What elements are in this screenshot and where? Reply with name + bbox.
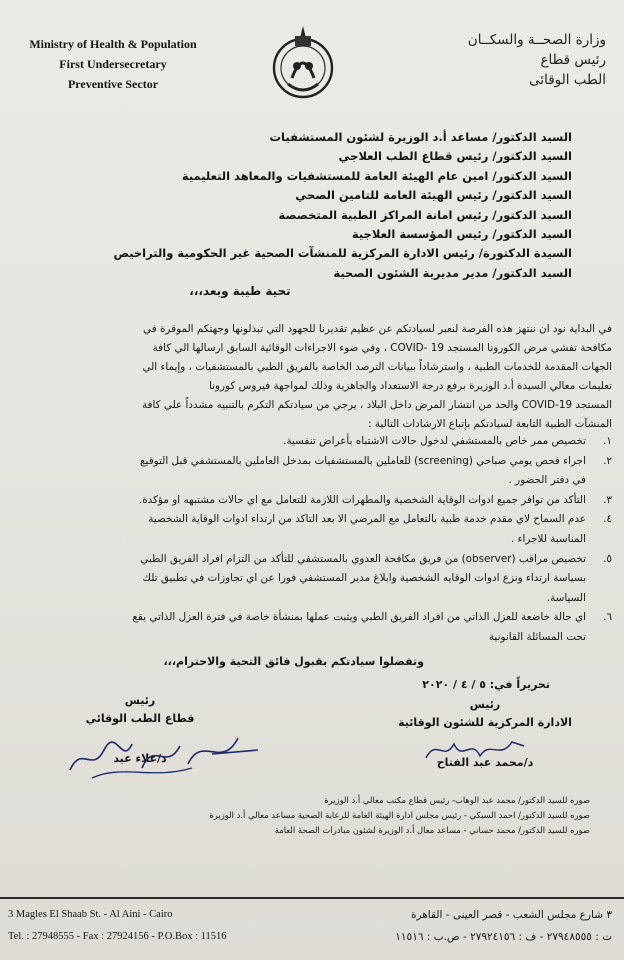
copy-line: صوره للسيد الدكتور/ محمد عبد الوهاب- رئيس قطاع مكتب معالي أ.د الوزيرة <box>324 795 590 805</box>
instruction-item <box>52 452 612 491</box>
contact-ar: ت : ٢٧٩٤٨٥٥٥ - ف : ٢٧٩٢٤١٥٦ - ص.ب : ١١٥١٦ <box>395 931 612 943</box>
sector-name-ar: الطب الوقائى <box>529 72 606 88</box>
handwritten-signature-right <box>420 732 530 766</box>
recipient-line: السيد الدكتور/ رئيس قطاع الطب العلاجي <box>338 149 572 164</box>
ministry-name-en: Ministry of Health & Population <box>29 37 197 51</box>
body-line: في البداية نود ان ننتهز هذه الفرصة لنعبر لسيادتكم عن عظيم تقديرنا للجهود التي تبذلونها وجهتكم الموقرة في <box>143 323 612 335</box>
item-number: ٥. <box>603 552 612 565</box>
address-en: 3 Magles El Shaab St. - Al Aini - Cairo <box>8 909 173 920</box>
item-number: ٤. <box>603 513 612 526</box>
contact-en: Tel. : 27948555 - Fax : 27924156 - P.O.Box : 11516 <box>8 931 227 942</box>
sector-name-en: Preventive Sector <box>67 77 159 91</box>
office-name-en: First Undersecretary <box>59 57 167 71</box>
office-name-ar: رئيس قطاع <box>540 52 606 68</box>
item-number: ١. <box>603 435 612 447</box>
instruction-item <box>52 432 612 452</box>
handwritten-signature-left <box>62 724 262 782</box>
signatory-department: قطاع الطب الوقائي <box>85 712 195 725</box>
item-text: السياسة. <box>546 591 586 604</box>
signatory-name: د/محمد عبد الفتاح <box>436 756 534 769</box>
recipient-line: السيد الدكتور/ رئيس المؤسسة العلاجية <box>351 227 572 242</box>
recipient-line: السيد الدكتور/ مدير مديرية الشئون الصحية <box>333 265 572 280</box>
item-text: المناسبة للاجراء . <box>511 532 586 545</box>
item-text: اي حالة خاضعة للعزل الذاتي من افراد الفريق الطبي ويثبت عملها بمنشأة خاصة في فترة العزل الذاتي يقع <box>132 611 586 624</box>
item-text: تخصيص مراقب (observer) من فريق مكافحة العدوي بالمستشفي للتأكد من التزام افراد الفريق الطبي <box>140 552 586 565</box>
item-text: في دفتر الحضور . <box>508 474 586 487</box>
letterhead-english <box>8 34 218 94</box>
greeting: تحية طيبة وبعد،،، <box>189 284 291 298</box>
instructions-list <box>52 432 612 648</box>
body-line: المستجد COVID-19 والحد من انتشار المرض داخل البلاد ، يرجي من سيادتكم التكرم بالتنبيه مشدداً علي كافة <box>141 399 612 411</box>
body-paragraph <box>52 320 612 434</box>
item-text: بسياسة ارتداء ونزع ادوات الوقايه الشخصية وابلاغ مدير المستشفي فورا عن اي تجاوزات في تطبيق تلك <box>142 572 586 585</box>
item-text: تحت المسائلة القانونية <box>488 630 586 643</box>
body-line: تعليمات معالي السيدة أ.د الوزيرة برفع درجة الاستعداد والجاهزية وذلك لمواجهة فيروس كورونا <box>208 380 612 392</box>
instruction-item <box>52 510 612 549</box>
signatory-department: الادارة المركزية للشئون الوقائية <box>398 716 572 729</box>
item-number: ٣. <box>603 493 612 506</box>
copy-line: صوره للسيد الدكتور/ محمد حساني - مساعد معال أ.د الوزيرة لشئون مبادرات الصحة العامة <box>274 825 590 835</box>
signatory-title: رئيس <box>124 694 156 707</box>
item-text: اجراء فحص يومي صباحي (screening) للعاملين بالمستشفيات بمدخل العاملين بالمستشفي قبل التوقيع <box>140 454 586 467</box>
address-ar: ٣ شارع مجلس الشعب - قصر العينى - القاهرة <box>410 909 612 921</box>
signatory-title: رئيس <box>469 698 501 711</box>
instruction-item <box>52 491 612 511</box>
instruction-item <box>52 608 612 647</box>
recipient-line: السيد الدكتور/ امين عام الهيئة العامة للمستشفيات والمعاهد التعليمية <box>181 168 572 183</box>
letterhead-arabic <box>396 30 606 90</box>
recipient-line: السيد الدكتور/ رئيس امانة المراكز الطبية المتخصصة <box>278 207 572 222</box>
instruction-item <box>52 550 612 609</box>
closing-line: وتفضلوا سيادتكم بقبول فائق التحية والاحترام،،، <box>163 655 424 668</box>
recipient-line: السيد الدكتور/ مساعد أ.د الوزيرة لشئون المستشفيات <box>269 130 572 144</box>
date-line: تحريراً في: ٥ / ٤ / ٢٠٢٠ <box>422 678 550 691</box>
recipients-list <box>52 128 572 283</box>
copy-line: صوره للسيد الدكتور/ احمد السبكي - رئيس مجلس ادارة الهيئة العامة للرعاية الصحية مساعد معالي أ.د الوزيرة <box>209 810 590 820</box>
item-text: تخصيص ممر خاص بالمستشفي لدخول حالات الاشتباه بأعراض تنفسية. <box>283 435 586 447</box>
body-line: المنشآت الطبية التابعة لسيادتكم بإتباع الارشادات التالية : <box>368 418 612 430</box>
item-text: التأكد من توافر جميع ادوات الوقاية الشخصية والمطهرات اللازمة للتعامل مع اي حالات مشتبهه او مؤكدة. <box>138 493 586 506</box>
ministry-name-ar: وزارة الصحــة والسكــان <box>467 32 606 48</box>
body-line: مكافحة تفشي مرض الكورونا المستجد COVID- 19 ، وفي ضوء الاجراءات الوقائية السابق ارسالها الي كافة <box>152 342 612 354</box>
copies-list <box>30 793 590 838</box>
body-line: الجهات المقدمة للخدمات الطبية ، واسترشاداً ببيانات الترصد الخاصة بالفريق الطبي بالمستشفيات ، وإيماء الي <box>142 361 612 373</box>
ministry-logo-icon <box>270 24 336 104</box>
recipient-line: السيدة الدكتورة/ رئيس الادارة المركزية للمنشآت الصحية غير الحكومية والتراخيص <box>113 246 572 261</box>
item-number: ٦. <box>603 611 612 624</box>
recipient-line: السيد الدكتور/ رئيس الهيئة العامة للتامين الصحي <box>295 188 572 203</box>
item-number: ٢. <box>603 454 612 467</box>
footer-divider <box>0 897 624 899</box>
item-text: عدم السماح لاي مقدم خدمة طبية بالتعامل مع المرضي الا بعد التاكد من ارتداء ادوات الوقاية الشخصية <box>148 513 586 526</box>
signatory-name: د/علاء عيد <box>113 752 167 765</box>
footer-english <box>8 904 308 948</box>
footer-arabic <box>312 904 612 948</box>
